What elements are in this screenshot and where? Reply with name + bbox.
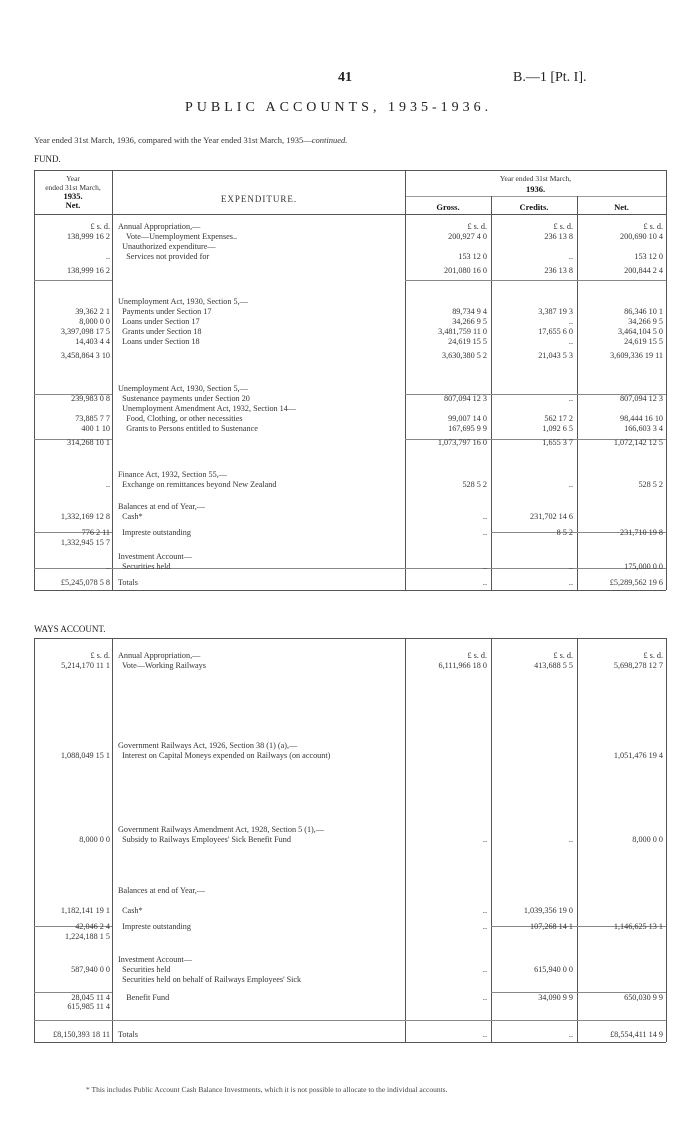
cell-credits: .. <box>568 562 573 571</box>
page-number: 41 <box>338 70 352 85</box>
cell-credits: .. <box>568 578 573 587</box>
header-net <box>577 202 666 212</box>
cell-net: 200,690 10 4 <box>620 232 663 241</box>
cell-desc: Unemployment Act, 1930, Section 5,— <box>118 297 248 306</box>
cell-prev: 14,403 4 4 <box>75 337 110 346</box>
cell-prev: 8,000 0 0 <box>79 835 110 844</box>
cell-prev: 1,332,945 15 7 <box>60 538 110 547</box>
cell-prev: 1,088,049 15 1 <box>60 751 110 760</box>
cell-gross: .. <box>482 906 487 915</box>
cell-prev: 73,885 7 7 <box>75 414 110 423</box>
cell-prev: 5,214,170 11 1 <box>61 661 110 670</box>
cell-credits: 615,940 0 0 <box>534 965 573 974</box>
section-label-ways: WAYS ACCOUNT. <box>34 624 106 634</box>
cell-prev: 28,045 11 4 <box>71 993 110 1002</box>
cell-credits: 3,387 19 3 <box>538 307 573 316</box>
cell-gross: £ s. d. <box>467 222 487 231</box>
cell-prev: 1,224,188 1 5 <box>64 932 110 941</box>
cell-credits: 1,092 6 5 <box>542 424 573 433</box>
subtitle-continued: continued. <box>311 135 348 145</box>
cell-credits: .. <box>568 394 573 403</box>
header-gross-label: Gross. <box>436 202 460 212</box>
table1-bottom-rule <box>34 590 666 591</box>
cell-desc: Exchange on remittances beyond New Zealand <box>118 480 277 489</box>
cell-credits: .. <box>568 252 573 261</box>
cell-desc: Balances at end of Year,— <box>118 502 205 511</box>
cell-prev: .. <box>105 562 110 571</box>
table1-col-divider <box>577 196 578 590</box>
footnote: * This includes Public Account Cash Balance Investments, which it is not possible to allocate to the individual accounts. <box>86 1085 448 1094</box>
cell-prev: 239,983 0 8 <box>71 394 110 403</box>
cell-net: 200,844 2 4 <box>624 266 663 275</box>
cell-net: £ s. d. <box>643 222 663 231</box>
cell-desc: Annual Appropriation,— <box>118 222 201 231</box>
cell-prev: .. <box>105 252 110 261</box>
table1-col-divider <box>112 170 113 590</box>
cell-prev: 138,999 16 2 <box>67 232 110 241</box>
cell-prev: 400 1 10 <box>81 424 110 433</box>
cell-prev: 615,985 11 4 <box>67 1002 110 1011</box>
cell-desc: Benefit Fund <box>118 993 170 1002</box>
table2-col-divider <box>491 638 492 1042</box>
header-year-ended: ended 31st March, <box>45 183 101 192</box>
cell-net: 807,094 12 3 <box>620 394 663 403</box>
header-credits-label: Credits. <box>519 202 549 212</box>
cell-net: 153 12 0 <box>634 252 663 261</box>
cell-gross: .. <box>482 562 487 571</box>
cell-net: 528 5 2 <box>638 480 663 489</box>
cell-gross: .. <box>482 528 487 537</box>
table2-right-border <box>666 638 667 1042</box>
cell-gross: £ s. d. <box>467 651 487 660</box>
cell-gross: .. <box>482 835 487 844</box>
cell-gross: .. <box>482 965 487 974</box>
cell-gross: 99,007 14 0 <box>448 414 487 423</box>
cell-gross: 34,266 9 5 <box>452 317 487 326</box>
cell-gross: 167,695 9 9 <box>448 424 487 433</box>
cell-desc: Unauthorized expenditure— <box>118 242 216 251</box>
cell-net: 1,051,476 19 4 <box>613 751 663 760</box>
table1-col-divider <box>491 196 492 590</box>
cell-prev: 1,332,169 12 8 <box>60 512 110 521</box>
cell-gross: 201,080 16 0 <box>444 266 487 275</box>
cell-net: 3,464,104 5 0 <box>617 327 663 336</box>
table1-subtotal-rule <box>405 280 666 281</box>
cell-desc: Loans under Section 18 <box>118 337 200 346</box>
document-reference: B.—1 [Pt. I]. <box>513 70 587 85</box>
table2-col-divider <box>577 638 578 1042</box>
cell-gross: 153 12 0 <box>458 252 487 261</box>
cell-desc: Unemployment Amendment Act, 1932, Section 14— <box>118 404 297 413</box>
cell-desc: Cash* <box>118 512 143 521</box>
cell-credits: £ s. d. <box>553 222 573 231</box>
cell-desc: Grants to Persons entitled to Sustenance <box>118 424 258 433</box>
cell-prev: £5,245,078 5 8 <box>60 578 110 587</box>
cell-credits: 1,039,356 19 0 <box>523 906 573 915</box>
cell-credits: 236 13 8 <box>544 232 573 241</box>
cell-desc: Investment Account— <box>118 955 192 964</box>
cell-net: 34,266 9 5 <box>628 317 663 326</box>
cell-prev: 42,046 2 4 <box>75 922 110 931</box>
header-year-1935 <box>34 174 112 210</box>
cell-desc: Cash* <box>118 906 143 915</box>
page-title: PUBLIC ACCOUNTS, 1935-1936. <box>185 100 493 115</box>
cell-prev: £8,150,393 18 11 <box>52 1030 110 1039</box>
cell-net: 1,146,625 13 1 <box>613 922 663 931</box>
cell-net: 24,619 15 5 <box>624 337 663 346</box>
cell-desc: Government Railways Amendment Act, 1928, Section 5 (1),— <box>118 825 325 834</box>
cell-prev: 8,000 0 0 <box>79 317 110 326</box>
cell-gross: 1,073,797 16 0 <box>437 438 487 447</box>
table1-right-border <box>666 170 667 590</box>
table1-year-rule <box>405 196 666 197</box>
cell-credits: .. <box>568 337 573 346</box>
cell-prev: 314,268 10 1 <box>67 438 110 447</box>
cell-credits: 562 17 2 <box>544 414 573 423</box>
table2-bottom-rule <box>34 1042 666 1043</box>
cell-net: 175,000 0 0 <box>624 562 663 571</box>
cell-gross: .. <box>482 922 487 931</box>
cell-net: 166,603 3 4 <box>624 424 663 433</box>
cell-prev: 1,182,141 19 1 <box>60 906 110 915</box>
cell-desc: Subsidy to Railways Employees' Sick Benefit Fund <box>118 835 291 844</box>
cell-desc: Annual Appropriation,— <box>118 651 201 660</box>
cell-credits: .. <box>568 480 573 489</box>
subtitle-main: Year ended 31st March, 1936, compared with the Year ended 31st March, 1935— <box>34 135 312 145</box>
header-credits <box>491 202 577 212</box>
header-year-value-1936: 1936. <box>525 184 546 194</box>
cell-net: 650,030 9 9 <box>624 993 663 1002</box>
cell-desc: Totals <box>118 1030 138 1039</box>
header-expenditure: EXPENDITURE. <box>220 194 298 204</box>
cell-credits: 1,655 3 7 <box>542 438 573 447</box>
cell-gross: 528 5 2 <box>462 480 487 489</box>
cell-prev: 3,397,098 17 5 <box>60 327 110 336</box>
cell-credits: 21,043 5 3 <box>538 351 573 360</box>
table2-top-rule <box>34 638 666 639</box>
cell-credits: £ s. d. <box>553 651 573 660</box>
cell-credits: 34,090 9 9 <box>538 993 573 1002</box>
table2-col-divider <box>112 638 113 1042</box>
table1-header-rule <box>34 214 666 215</box>
cell-net: 86,346 10 1 <box>624 307 663 316</box>
cell-credits: .. <box>568 835 573 844</box>
table2-total-rule <box>34 1020 666 1021</box>
cell-desc: Sustenance payments under Section 20 <box>118 394 250 403</box>
cell-prev: 138,999 16 2 <box>67 266 110 275</box>
cell-credits: 413,688 5 5 <box>534 661 573 670</box>
cell-desc: Interest on Capital Moneys expended on Railways (on account) <box>118 751 331 760</box>
cell-net: £8,554,411 14 9 <box>610 1030 663 1039</box>
cell-desc: Securities held on behalf of Railways Employees' Sick <box>118 975 302 984</box>
cell-desc: Payments under Section 17 <box>118 307 212 316</box>
cell-gross: .. <box>482 512 487 521</box>
cell-gross: .. <box>482 578 487 587</box>
cell-gross: 89,734 9 4 <box>452 307 487 316</box>
cell-net: 231,710 19 8 <box>620 528 663 537</box>
cell-desc: Unemployment Act, 1930, Section 5,— <box>118 384 248 393</box>
cell-credits: 231,702 14 6 <box>530 512 573 521</box>
cell-net: 5,698,278 12 7 <box>613 661 663 670</box>
cell-credits: 17,655 6 0 <box>538 327 573 336</box>
cell-prev: 776 2 11 <box>81 528 110 537</box>
cell-desc: Balances at end of Year,— <box>118 886 205 895</box>
cell-prev: 3,458,864 3 10 <box>60 351 110 360</box>
cell-desc: Totals <box>118 578 138 587</box>
cell-desc: Services not provided for <box>118 252 210 261</box>
table2-col-divider <box>405 638 406 1042</box>
cell-desc: Finance Act, 1932, Section 55,— <box>118 470 227 479</box>
cell-prev: £ s. d. <box>90 651 110 660</box>
cell-net: 8,000 0 0 <box>632 835 663 844</box>
cell-desc: Grants under Section 18 <box>118 327 202 336</box>
header-net-1935: Net. <box>65 200 81 210</box>
cell-net: £ s. d. <box>643 651 663 660</box>
cell-desc: Investment Account— <box>118 552 192 561</box>
cell-desc: Vote—Unemployment Expenses.. <box>118 232 238 241</box>
cell-gross: 24,619 15 5 <box>448 337 487 346</box>
cell-desc: Impreste outstanding <box>118 528 191 537</box>
header-net-label: Net. <box>614 202 629 212</box>
cell-desc: Securities held <box>118 965 171 974</box>
header-year-value: 1935. <box>63 191 83 201</box>
cell-gross: .. <box>482 1030 487 1039</box>
cell-desc: Vote—Working Railways <box>118 661 206 670</box>
cell-desc: Securities held <box>118 562 171 571</box>
header-year-ended-1936: Year ended 31st March, <box>499 174 572 183</box>
table2-left-border <box>34 638 35 1042</box>
cell-prev: 39,362 2 1 <box>75 307 110 316</box>
header-gross <box>405 202 491 212</box>
cell-net: 98,444 16 10 <box>620 414 663 423</box>
header-year-label: Year <box>66 174 80 183</box>
cell-credits: 236 13 8 <box>544 266 573 275</box>
cell-gross: 3,630,380 5 2 <box>441 351 487 360</box>
cell-desc: Government Railways Act, 1926, Section 38 (1) (a),— <box>118 741 298 750</box>
cell-credits: 107,268 14 1 <box>530 922 573 931</box>
header-year-1936 <box>405 174 666 195</box>
cell-prev: £ s. d. <box>90 222 110 231</box>
cell-gross: 6,111,966 18 0 <box>438 661 487 670</box>
cell-gross: 200,927 4 0 <box>448 232 487 241</box>
table1-col-divider <box>405 170 406 590</box>
cell-net: £5,289,562 19 6 <box>609 578 663 587</box>
cell-desc: Loans under Section 17 <box>118 317 200 326</box>
section-label-fund: FUND. <box>34 154 61 164</box>
cell-net: 1,072,142 12 5 <box>613 438 663 447</box>
table1-subtotal-rule <box>34 280 112 281</box>
cell-prev: .. <box>105 480 110 489</box>
table1-top-rule <box>34 170 666 171</box>
cell-gross: 807,094 12 3 <box>444 394 487 403</box>
cell-credits: .. <box>568 1030 573 1039</box>
cell-gross: 3,481,759 11 0 <box>438 327 487 336</box>
cell-credits: .. <box>568 317 573 326</box>
cell-desc: Food, Clothing, or other necessities <box>118 414 243 423</box>
cell-desc: Impreste outstanding <box>118 922 191 931</box>
cell-gross: .. <box>482 993 487 1002</box>
cell-prev: 587,940 0 0 <box>71 965 110 974</box>
cell-net: 3,609,336 19 11 <box>610 351 663 360</box>
page-subtitle <box>34 135 347 145</box>
table1-left-border <box>34 170 35 590</box>
cell-credits: 8 5 2 <box>556 528 573 537</box>
